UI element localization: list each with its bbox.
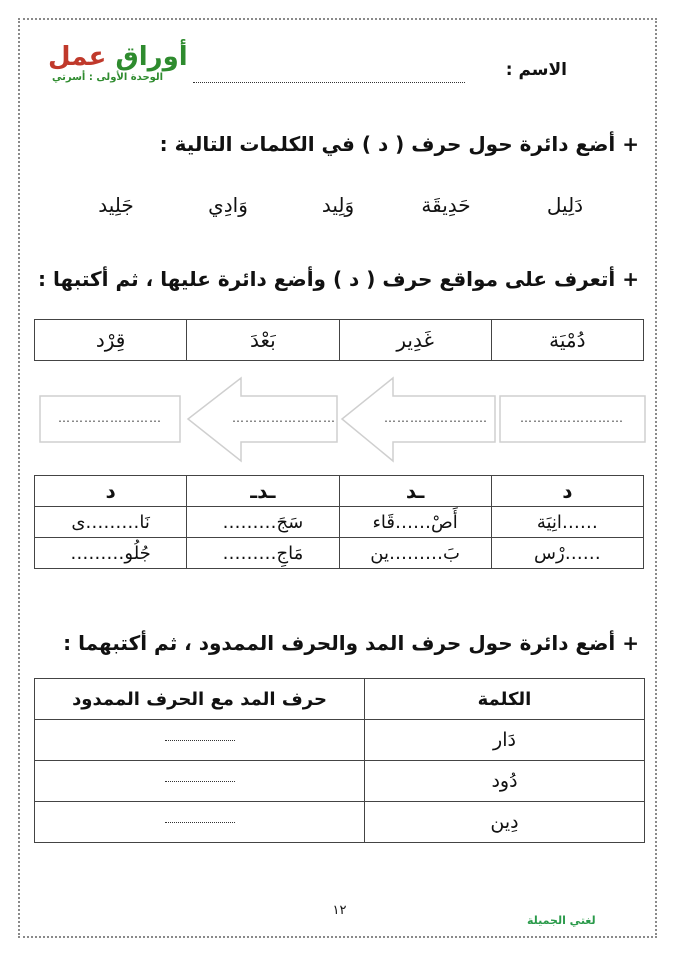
madd-word[interactable]: دُود	[365, 761, 645, 802]
answer-cell[interactable]	[35, 802, 365, 843]
fill-cell[interactable]: بَ………ين	[339, 538, 491, 569]
section1-word-4[interactable]: وَادِي	[208, 193, 248, 217]
section2-word-cell[interactable]: غَدِير	[339, 320, 491, 361]
answer-cell[interactable]	[35, 720, 365, 761]
answer-dots-3[interactable]: ……………………	[232, 411, 336, 425]
section4-heading: + أضع دائرة حول حرف المد والحرف الممدود ، ثم أكتبهما :	[63, 631, 639, 655]
madd-word[interactable]: دِين	[365, 802, 645, 843]
fill-cell[interactable]: ……انِيَة	[491, 507, 643, 538]
fill-cell[interactable]: نَا………ى	[35, 507, 187, 538]
position-header: ـدـ	[187, 476, 339, 507]
logo-title-part2: عمل	[48, 42, 107, 72]
section1-word-1[interactable]: دَلِيل	[546, 193, 584, 217]
brand-logo: لغتي الجميلة	[527, 914, 596, 927]
page-number: ١٢	[332, 903, 347, 918]
section2-word-cell[interactable]: قِرْد	[35, 320, 187, 361]
fill-cell[interactable]: سَجَ………	[187, 507, 339, 538]
answer-dots-1[interactable]: ……………………	[520, 411, 624, 425]
letter-position-table	[34, 475, 644, 569]
answer-dots-4[interactable]: ……………………	[58, 411, 162, 425]
madd-table	[34, 678, 645, 843]
answer-dots	[165, 822, 235, 823]
section1-heading: + أضع دائرة حول حرف ( د ) في الكلمات التالية :	[159, 132, 639, 156]
section1-word-5[interactable]: جَلِيد	[98, 193, 134, 217]
section1-word-2[interactable]: حَدِيقَة	[421, 193, 471, 217]
answer-dots	[165, 781, 235, 782]
name-label: الاسم :	[505, 60, 567, 80]
answer-dots	[165, 740, 235, 741]
section2-word-cell[interactable]: دُمْيَة	[491, 320, 643, 361]
answer-cell[interactable]	[35, 761, 365, 802]
fill-cell[interactable]: ……رْس	[491, 538, 643, 569]
position-header: د	[491, 476, 643, 507]
madd-word[interactable]: دَار	[365, 720, 645, 761]
fill-cell[interactable]: أَصْ……قَاء	[339, 507, 491, 538]
section1-word-3[interactable]: وَلِيد	[321, 193, 355, 217]
column-header-answer: حرف المد مع الحرف الممدود	[35, 679, 365, 720]
answer-dots-2[interactable]: ……………………	[384, 411, 488, 425]
section2-word-cell[interactable]: بَعْدَ	[187, 320, 339, 361]
section2-heading: + أتعرف على مواقع حرف ( د ) وأضع دائرة عليها ، ثم أكتبها :	[38, 267, 639, 291]
logo-title-part1: أوراق	[115, 42, 188, 72]
position-header: ـد	[339, 476, 491, 507]
fill-cell[interactable]: جُلُو………	[35, 538, 187, 569]
logo-subtitle: الوحدة الأولى : أسرتي	[52, 72, 164, 83]
fill-cell[interactable]: مَاجِ………	[187, 538, 339, 569]
position-header: د	[35, 476, 187, 507]
column-header-word: الكلمة	[365, 679, 645, 720]
